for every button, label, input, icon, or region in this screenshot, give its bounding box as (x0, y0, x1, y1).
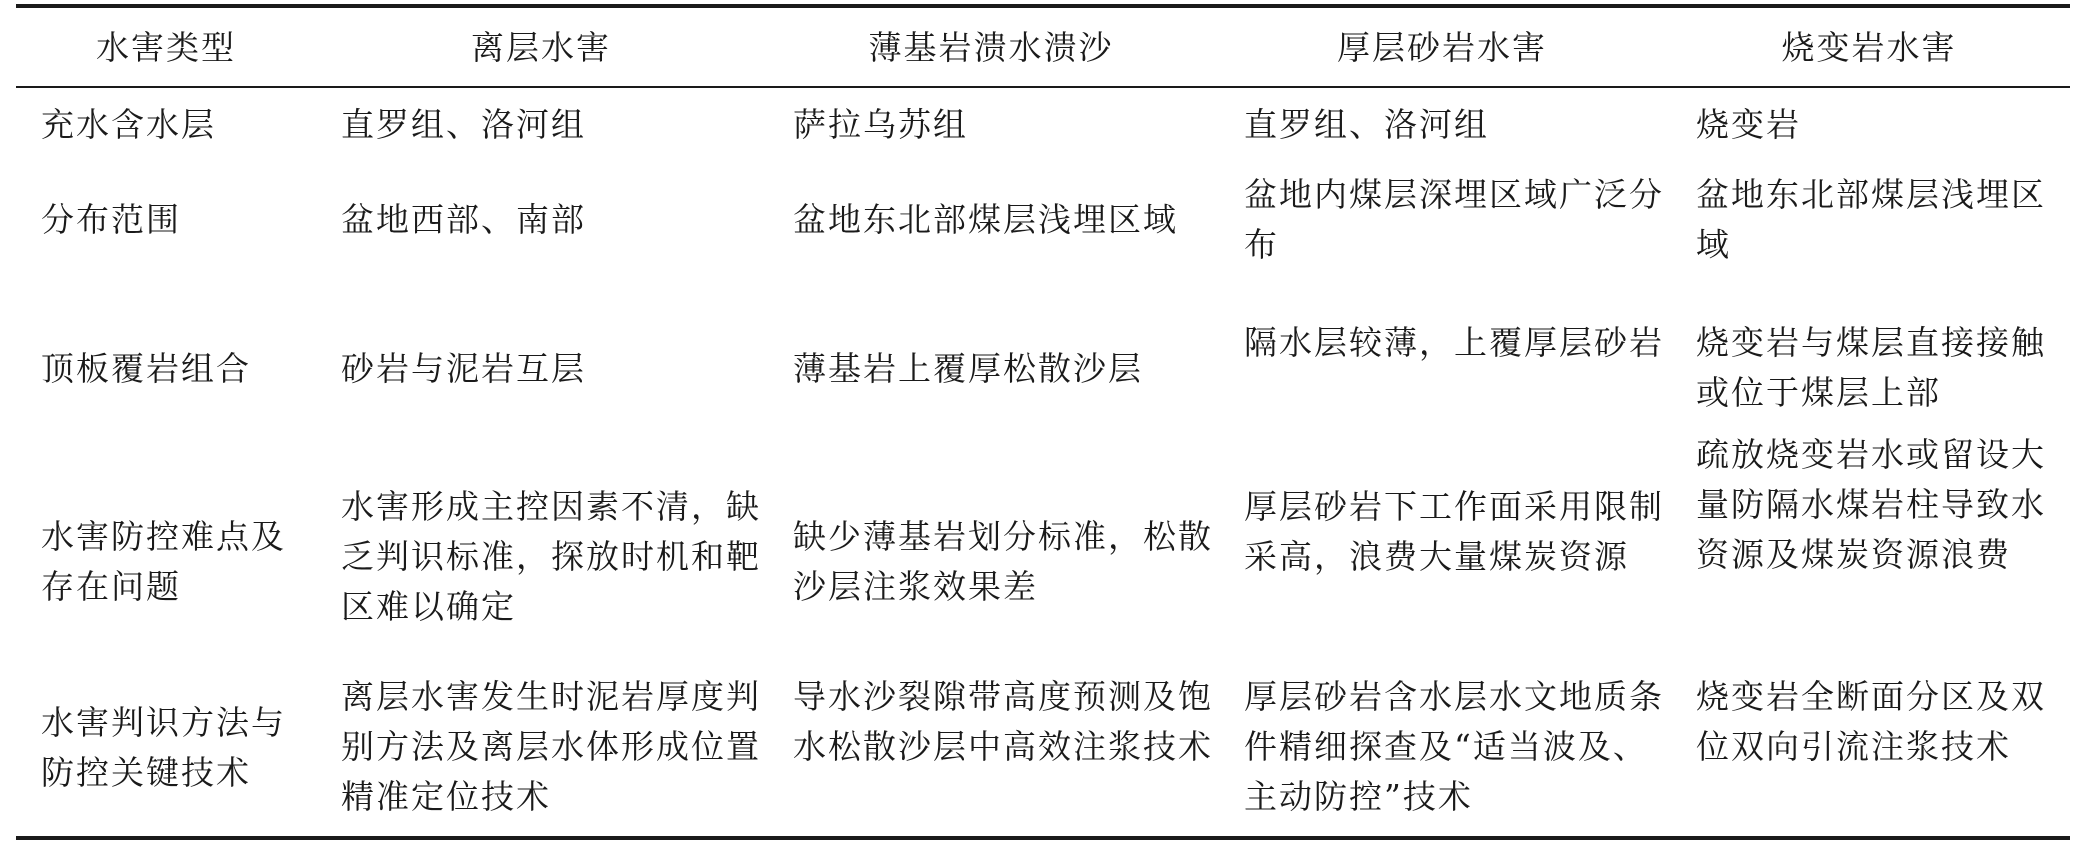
header-cell-type: 水害类型 (96, 28, 236, 67)
table-cell: 烧变岩全断面分区及双位双向引流注浆技术 (1696, 677, 2046, 766)
table-cell: 离层水害发生时泥岩厚度判别方法及离层水体形成位置精准定位技术 (341, 677, 761, 816)
table-cell: 直罗组、洛河组 (1244, 105, 1489, 144)
table-top-rule (16, 4, 2070, 8)
table-cell: 分布范围 (41, 200, 181, 239)
table-cell: 厚层砂岩含水层水文地质条件精细探查及“适当波及、主动防控”技术 (1244, 677, 1664, 816)
table-cell: 萨拉乌苏组 (793, 105, 968, 144)
table-cell: 盆地东北部煤层浅埋区域 (1696, 175, 2046, 264)
table-cell: 隔水层较薄，上覆厚层砂岩 (1244, 323, 1664, 362)
table-cell: 盆地东北部煤层浅埋区域 (793, 200, 1178, 239)
header-cell-thick-sandstone: 厚层砂岩水害 (1337, 28, 1547, 67)
table-cell: 烧变岩 (1696, 105, 1801, 144)
table-cell: 砂岩与泥岩互层 (341, 349, 586, 388)
table-header-rule (16, 86, 2070, 88)
table-cell: 盆地西部、南部 (341, 200, 586, 239)
table-cell: 厚层砂岩下工作面采用限制采高，浪费大量煤炭资源 (1244, 487, 1664, 576)
table-cell: 导水沙裂隙带高度预测及饱水松散沙层中高效注浆技术 (793, 677, 1213, 766)
table-cell: 薄基岩上覆厚松散沙层 (793, 349, 1143, 388)
table-cell: 水害防控难点及存在问题 (41, 517, 286, 606)
header-cell-separation-water: 离层水害 (471, 28, 611, 67)
table-cell: 水害形成主控因素不清，缺乏判识标准，探放时机和靶区难以确定 (341, 487, 761, 626)
header-cell-thin-bedrock: 薄基岩溃水溃沙 (868, 28, 1114, 67)
table-cell: 水害判识方法与防控关键技术 (41, 703, 286, 792)
table-cell: 直罗组、洛河组 (341, 105, 586, 144)
table-cell: 疏放烧变岩水或留设大量防隔水煤岩柱导致水资源及煤炭资源浪费 (1696, 435, 2046, 574)
table-cell: 烧变岩与煤层直接接触或位于煤层上部 (1696, 323, 2046, 412)
table-cell: 缺少薄基岩划分标准，松散沙层注浆效果差 (793, 517, 1213, 606)
table-cell: 顶板覆岩组合 (41, 349, 251, 388)
table-cell: 盆地内煤层深埋区域广泛分布 (1244, 175, 1664, 264)
table-bottom-rule (16, 836, 2070, 840)
table-cell: 充水含水层 (41, 105, 216, 144)
header-cell-burnt-rock: 烧变岩水害 (1781, 28, 1957, 67)
